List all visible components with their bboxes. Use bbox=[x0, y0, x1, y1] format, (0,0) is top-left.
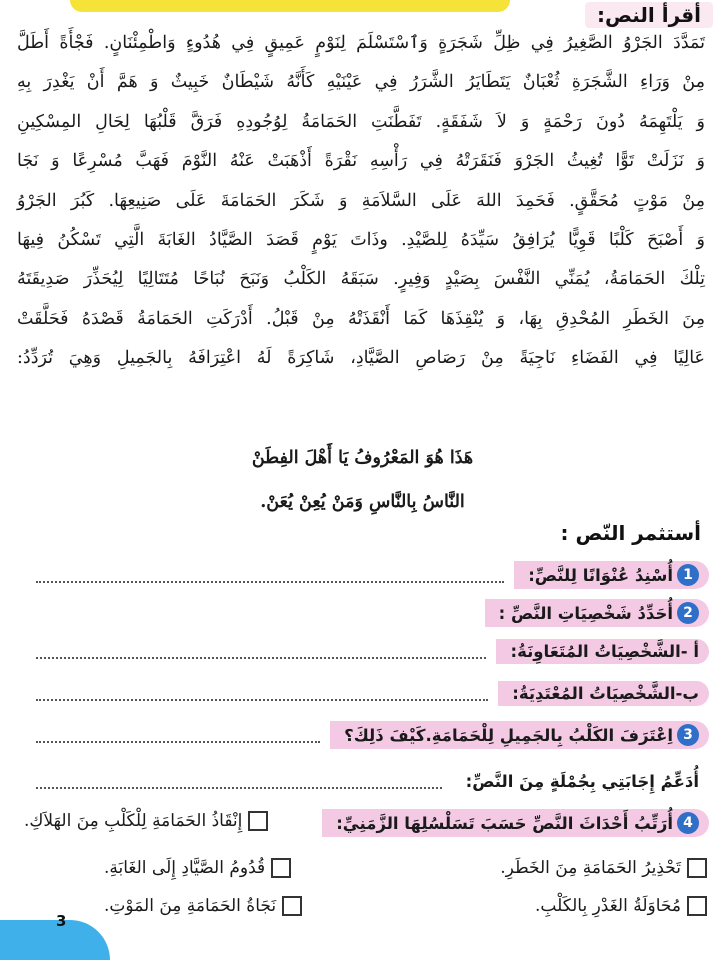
answer-line[interactable] bbox=[36, 773, 442, 789]
event-choice-4[interactable] bbox=[535, 896, 707, 916]
question-number-badge: 1 bbox=[677, 564, 699, 586]
answer-line[interactable] bbox=[36, 685, 488, 701]
event-choice-text: قُدُومُ الصَّيَّادِ إِلَى الغَابَةِ. bbox=[104, 858, 266, 878]
story-passage bbox=[17, 24, 705, 379]
event-choice-5[interactable] bbox=[104, 896, 302, 916]
passage-line: مِنْ وَرَاءِ الشَّجَرَةِ ثُعْبَانٌ يَتَطَايَرُ الشَّرَرُ فِي عَيْنَيْهِ كَأَنَّهُ شَيْطَانٌ خَبِيثٌ وَ هَمَّ أَنْ يَغْدِرَ بِهِ bbox=[17, 72, 705, 93]
passage-line: مِنْ مَوْتٍ مُحَقَّقٍ. فَحَمِدَ اللهَ عَلَى السَّلاَمَةِ وَ شَكَرَ الحَمَامَةَ عَلَى صَنِيعِهَا. كَبُرَ الجَرْوُ bbox=[17, 190, 705, 211]
question-1-row bbox=[36, 560, 709, 590]
answer-line[interactable] bbox=[36, 643, 486, 659]
question-2-row bbox=[36, 598, 709, 628]
read-text-heading: أقرأ النص: bbox=[585, 2, 713, 28]
passage-line: وَ نَزَلَتْ تَوًّا تُغِيثُ الجَرْوَ فَنَقَرَتْهُ فِي رَأْسِهِ نَقْرَةً أَذْهَبَتْ عَنْهُ النَّوْمَ فَهَبَّ مُسْرِعًا وَ نَجَا bbox=[17, 151, 705, 172]
event-choice-1[interactable] bbox=[24, 811, 268, 831]
passage-line: وَ أَصْبَحَ كَلْبًا قَوِيًّا يُرَافِقُ سَيِّدَهُ لِلصَّيْدِ. وذَاتَ يَوْمٍ قَصَدَ الصَّيَّادُ الغَابَةَ الَّتِي تَسْكُنُ فِيهَا bbox=[17, 230, 705, 251]
question-2b-text: ب-الشَّخْصِيَاتُ المُعْتَدِيَةُ: bbox=[512, 683, 699, 703]
question-number-badge: 3 bbox=[677, 724, 699, 746]
top-decorative-band bbox=[70, 0, 510, 12]
question-3-row bbox=[36, 720, 709, 750]
event-choice-text: نَجَاةُ الحَمَامَةِ مِنَ المَوْتِ. bbox=[104, 896, 277, 916]
question-2-text: أُحَدِّدُ شَخْصِيَاتِ النَّصِّ : bbox=[498, 603, 673, 623]
page-number: 3 bbox=[56, 912, 67, 930]
checkbox[interactable] bbox=[687, 858, 707, 878]
question-1-label bbox=[514, 561, 709, 589]
question-2-label bbox=[485, 599, 709, 627]
question-2a-text: أ -الشَّخْصِيَاتُ المُتَعَاوِنَةُ: bbox=[510, 641, 699, 661]
poem-verse-1: هَذَا هُوَ المَعْرُوفُ يَا أَهْلَ الفِطَنْ bbox=[251, 448, 474, 468]
question-3b-text: أُدَعِّمُ إِجَابَتِي بِجُمْلَةٍ مِنَ النَّصِّ: bbox=[465, 771, 699, 791]
passage-line: وَ يَلْتَهِمَهُ دُونَ رَحْمَةٍ وَ لاَ شَفَقَةٍ. تَفَطَّنَتِ الحَمَامَةُ لِوُجُودِهِ فَرَقَّ قَلْبُهَا لِحَالِ المِسْكِينِ bbox=[17, 111, 705, 132]
exploit-text-heading: أستثمر النّص : bbox=[560, 521, 701, 545]
answer-line[interactable] bbox=[36, 727, 320, 743]
question-3-label bbox=[330, 721, 709, 749]
question-2b-row bbox=[36, 678, 709, 708]
checkbox[interactable] bbox=[271, 858, 291, 878]
answer-line[interactable] bbox=[36, 567, 504, 583]
question-number-badge: 4 bbox=[677, 812, 699, 834]
event-choice-text: إِنْقَاذُ الحَمَامَةِ لِلْكَلْبِ مِنَ الهَلاَكِ. bbox=[24, 811, 243, 831]
event-choice-3[interactable] bbox=[104, 858, 291, 878]
event-choice-text: تَحْذِيرُ الحَمَامَةِ مِنَ الخَطَرِ. bbox=[500, 858, 681, 878]
question-number-badge: 2 bbox=[677, 602, 699, 624]
question-4-text: أُرَتِّبُ أَحْدَاثَ النَّصِّ حَسَبَ تَسَلْسُلِهَا الزَّمَنِيِّ: bbox=[336, 813, 673, 833]
event-choice-text: مُحَاوَلَةُ الغَدْرِ بِالكَلْبِ. bbox=[534, 896, 681, 916]
event-choice-2[interactable] bbox=[500, 858, 707, 878]
poem-verse-2: النَّاسُ بِالنَّاسِ وَمَنْ يُعِنْ يُعَنْ. bbox=[260, 492, 465, 512]
question-1-text: أُسْنِدُ عُنْوَانًا لِلنَّصِّ: bbox=[528, 565, 673, 585]
page-corner-decoration bbox=[0, 920, 110, 960]
question-2a-row bbox=[36, 636, 709, 666]
passage-line: تِلْكَ الحَمَامَةُ، يُمَنِّي النَّفْسَ بِصَيْدٍ وَفِيرٍ. سَبَقَهُ الكَلْبُ وَنَبَحَ نُبَاحًا مُتَتَالِيًا لِيُحَذِّرَ صَدِيقَتَهُ bbox=[17, 269, 705, 290]
question-2a-label bbox=[496, 639, 709, 664]
checkbox[interactable] bbox=[687, 896, 707, 916]
question-4-row bbox=[322, 808, 709, 838]
question-3b-row bbox=[36, 766, 709, 796]
passage-line: عَالِيًا فِي الفَضَاءِ نَاجِيَةً مِنْ رَصَاصِ الصَّيَّادِ، شَاكِرَةً لَهُ اعْتِرَافَهُ بِالجَمِيلِ وَهِيَ تُرَدِّدُ: bbox=[17, 348, 705, 369]
checkbox[interactable] bbox=[282, 896, 302, 916]
question-3-text: اِعْتَرَفَ الكَلْبُ بِالجَمِيلِ لِلْحَمَامَةِ.كَيْفَ ذَلِكَ؟ bbox=[344, 725, 673, 745]
checkbox[interactable] bbox=[248, 811, 268, 831]
passage-line: مِنَ الخَطَرِ المُحْدِقِ بِهَا، وَ يُنْقِذَهَا كَمَا أَنْقَذَتْهُ مِنْ قَبْلُ. أَدْرَكَتِ الحَمَامَةُ قَصْدَهُ فَحَلَّقَتْ bbox=[17, 308, 705, 329]
passage-line: تَمَدَّدَ الجَرْوُ الصَّغِيرُ فِي ظِلِّ شَجَرَةٍ وَٱسْتَسْلَمَ لِنَوْمٍ عَمِيقٍ فِي هُدُوءٍ وَاطْمِئْنَانٍ. فَجْأَةً أَطَلَّ bbox=[17, 33, 705, 53]
question-4-label bbox=[322, 809, 709, 837]
question-3b-label bbox=[452, 769, 709, 794]
question-2b-label bbox=[498, 681, 709, 706]
